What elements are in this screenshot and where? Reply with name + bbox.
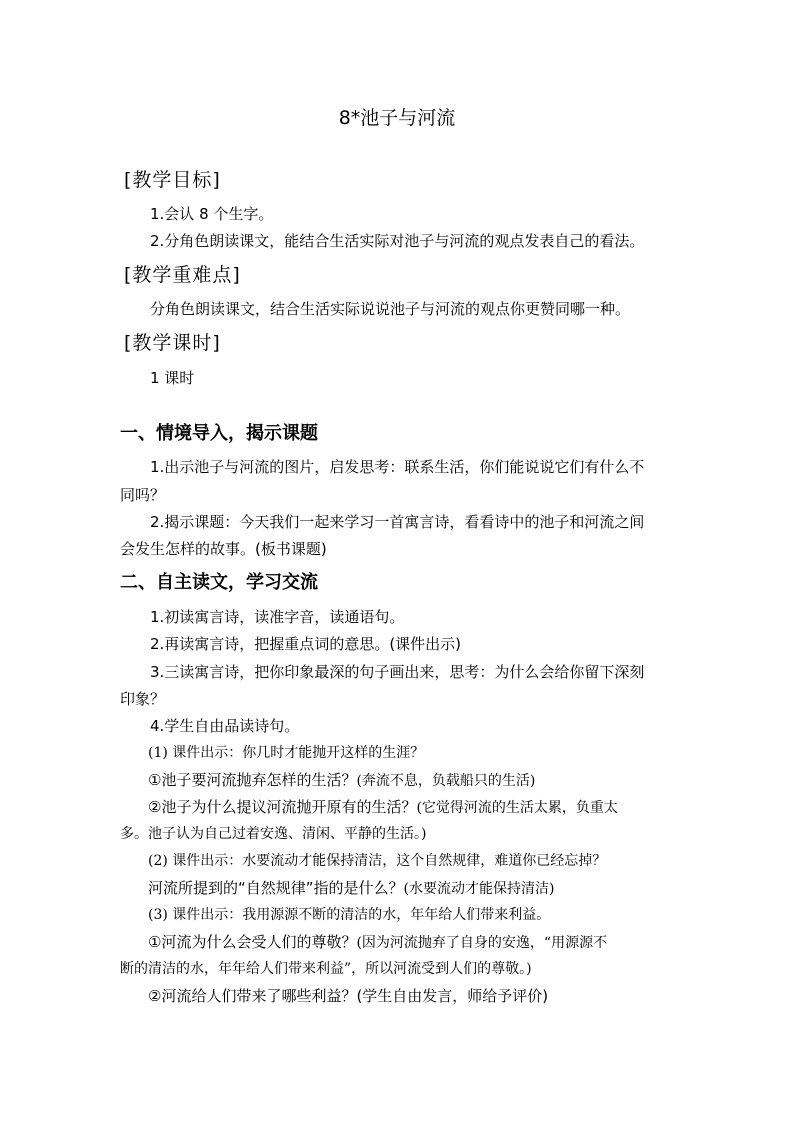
- answer-text: (奔流不息，负载船只的生活): [356, 773, 536, 789]
- sub-item: (2) 课件出示：水要流动才能保持清洁，这个自然规律，难道你已经忘掉？: [148, 853, 607, 869]
- key-points-text: 分角色朗读课文，结合生活实际说说池子与河流的观点你更赞同哪一种。: [150, 300, 631, 318]
- periods-heading: [教学课时]: [124, 332, 221, 354]
- answer-text: 多。池子认为自己过着安逸、清闲、平静的生活。): [120, 826, 427, 842]
- question-text: ①河流为什么会受人们的尊敬？: [148, 933, 357, 951]
- answer-text: (水要流动才能保持清洁): [403, 881, 555, 897]
- paragraph-line: 1.出示池子与河流的图片，启发思考：联系生活，你们能说说它们有什么不: [150, 458, 645, 476]
- paragraph-line: 1.初读寓言诗，读准字音，读通语句。: [150, 608, 405, 626]
- question-line: [148, 931, 607, 954]
- paragraph-line: 印象？: [120, 690, 166, 708]
- question-line: [148, 877, 554, 900]
- periods-text: 1 课时: [150, 369, 195, 387]
- paragraph-line: 2.再读寓言诗，把握重点词的意思。(课件出示): [150, 635, 462, 653]
- answer-text: 断的清洁的水，年年给人们带来利益”，所以河流受到人们的尊敬。): [120, 961, 532, 977]
- paragraph-line: 同吗？: [120, 486, 166, 504]
- question-text: ②河流给人们带来了哪些利益？: [148, 987, 357, 1005]
- paragraph-line: 3.三读寓言诗，把你印象最深的句子画出来，思考：为什么会给你留下深刻: [150, 663, 645, 681]
- objective-item: 1.会认 8 个生字。: [150, 205, 274, 223]
- question-line: [148, 985, 548, 1007]
- sub-item: (1) 课件出示：你几时才能抛开这样的生涯？: [148, 745, 425, 761]
- question-line: [148, 769, 535, 792]
- answer-text: (它觉得河流的生活太累，负重太: [416, 800, 618, 816]
- answer-text: (因为河流抛弃了自身的安逸，“用源源不: [356, 935, 608, 951]
- objective-item: 2.分角色朗读课文，能结合生活实际对池子与河流的观点发表自己的看法。: [150, 232, 645, 250]
- question-text: ①池子要河流抛弃怎样的生活？: [148, 771, 357, 789]
- page-title: 8*池子与河流: [338, 107, 456, 129]
- key-points-heading: [教学重难点]: [124, 264, 241, 286]
- question-text: 河流所提到的“自然规律”指的是什么？: [148, 879, 404, 897]
- part2-heading: 二、自主读文，学习交流: [120, 572, 318, 593]
- question-text: ②池子为什么提议河流抛开原有的生活？: [148, 798, 417, 816]
- paragraph-line: 4.学生自由品读诗句。: [150, 717, 300, 735]
- question-line: [148, 796, 618, 819]
- part1-heading: 一、情境导入，揭示课题: [120, 423, 318, 444]
- answer-text: (学生自由发言，师给予评价): [356, 987, 549, 1005]
- paragraph-line: 2.揭示课题：今天我们一起来学习一首寓言诗，看看诗中的池子和河流之间: [150, 513, 645, 531]
- paragraph-line: 会发生怎样的故事。(板书课题): [120, 540, 327, 558]
- objectives-heading: [教学目标]: [124, 169, 221, 191]
- sub-item: (3) 课件出示：我用源源不断的清洁的水，年年给人们带来利益。: [148, 907, 551, 923]
